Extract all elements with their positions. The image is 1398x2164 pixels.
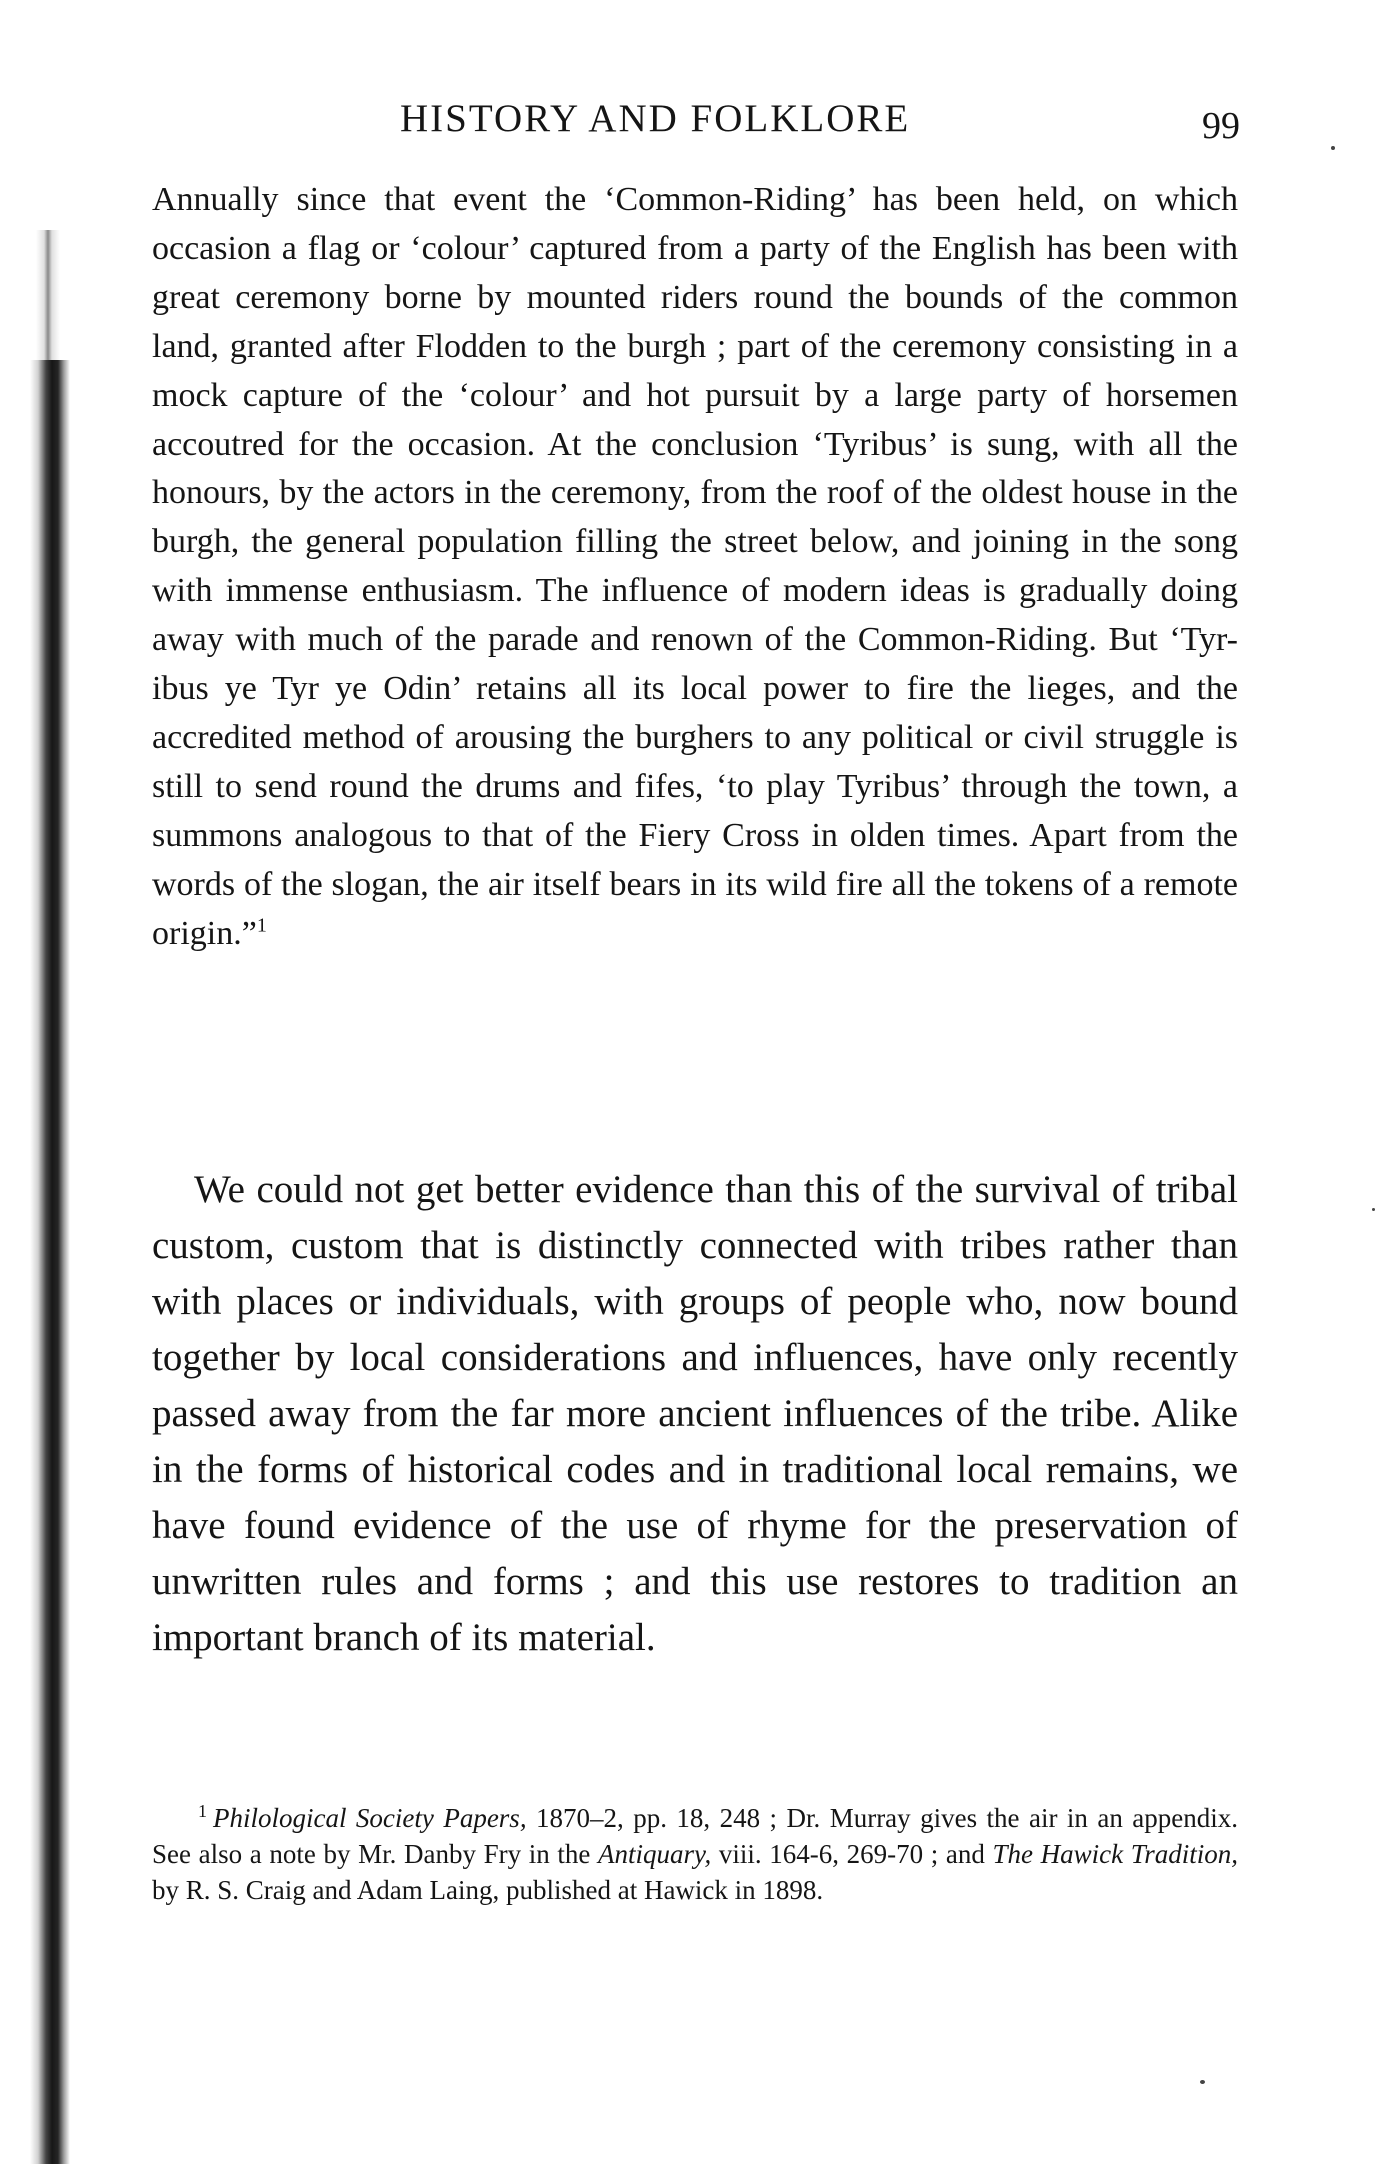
footnote-text-2: viii. 164-6, 269-70 ; and [711, 1839, 993, 1869]
scan-speck [1372, 1208, 1375, 1211]
binding-shadow-upper [0, 230, 70, 370]
binding-shadow [0, 360, 70, 2164]
footnote-mark: 1 [198, 1801, 207, 1821]
footnote-text-1: 1870–2, pp. 18, 248 ; Dr. Murray gives the air in an appendix. See also a note by Mr. Danby Fry in the [152, 1803, 1238, 1869]
scan-speck [1200, 2080, 1205, 2084]
footnote-title: Philological Society Papers, [213, 1803, 527, 1833]
quoted-passage [152, 176, 1238, 959]
quoted-passage-text: Annually since that event the ‘Common-Riding’ has been held, on which occasion a flag or ‘colour’ captured from a party of the English has been with great ceremony borne by mounted riders round the bounds of the common land, granted after Flodden to the burgh ; part of the ceremony consisting in a mock capture of the ‘colour’ and hot pursuit by a large party of horsemen accoutred for the occasion. At the conclusion ‘Tyribus’ is sung, with all the honours, by the actors in the ceremony, from the roof of the oldest house in the burgh, the general population filling the street below, and joining in the song with immense enthusiasm. The influence of modern ideas is gradually doing away with much of the parade and renown of the Common-Riding. But ‘Tyr-ibus ye Tyr ye Odin’ retains all its local power to fire the lieges, and the accredited method of arousing the burghers to any political or civil struggle is still to send round the drums and fifes, ‘to play Tyribus’ through the town, a summons analogous to that of the Fiery Cross in olden times. Apart from the words of the slogan, the air itself bears in its wild fire all the tokens of a remote origin.” [152, 181, 1238, 952]
footnote-text-3: by R. S. Craig and Adam Laing, published at Hawick in 1898. [152, 1875, 824, 1905]
footnote [152, 1800, 1238, 1908]
footnote-book: The Hawick Tradition, [992, 1839, 1238, 1869]
running-title: HISTORY AND FOLKLORE [400, 97, 911, 140]
page-number: 99 [1202, 105, 1240, 147]
footnote-journal: Antiquary, [597, 1839, 712, 1869]
running-head [150, 96, 1240, 156]
scan-speck [1331, 146, 1335, 150]
footnote-reference: 1 [256, 914, 267, 937]
main-paragraph: We could not get better evidence than this of the survival of tribal custom, custom that is distinctly connected with tribes rather than with places or individuals, with groups of people who, now bound together by local considerations and influences, have only recently passed away from the far more ancient influences of the tribe. Alike in the forms of historical codes and in traditional local remains, we have found evidence of the use of rhyme for the preservation of unwritten rules and forms ; and this use restores to tradition an important branch of its material. [152, 1168, 1238, 1659]
